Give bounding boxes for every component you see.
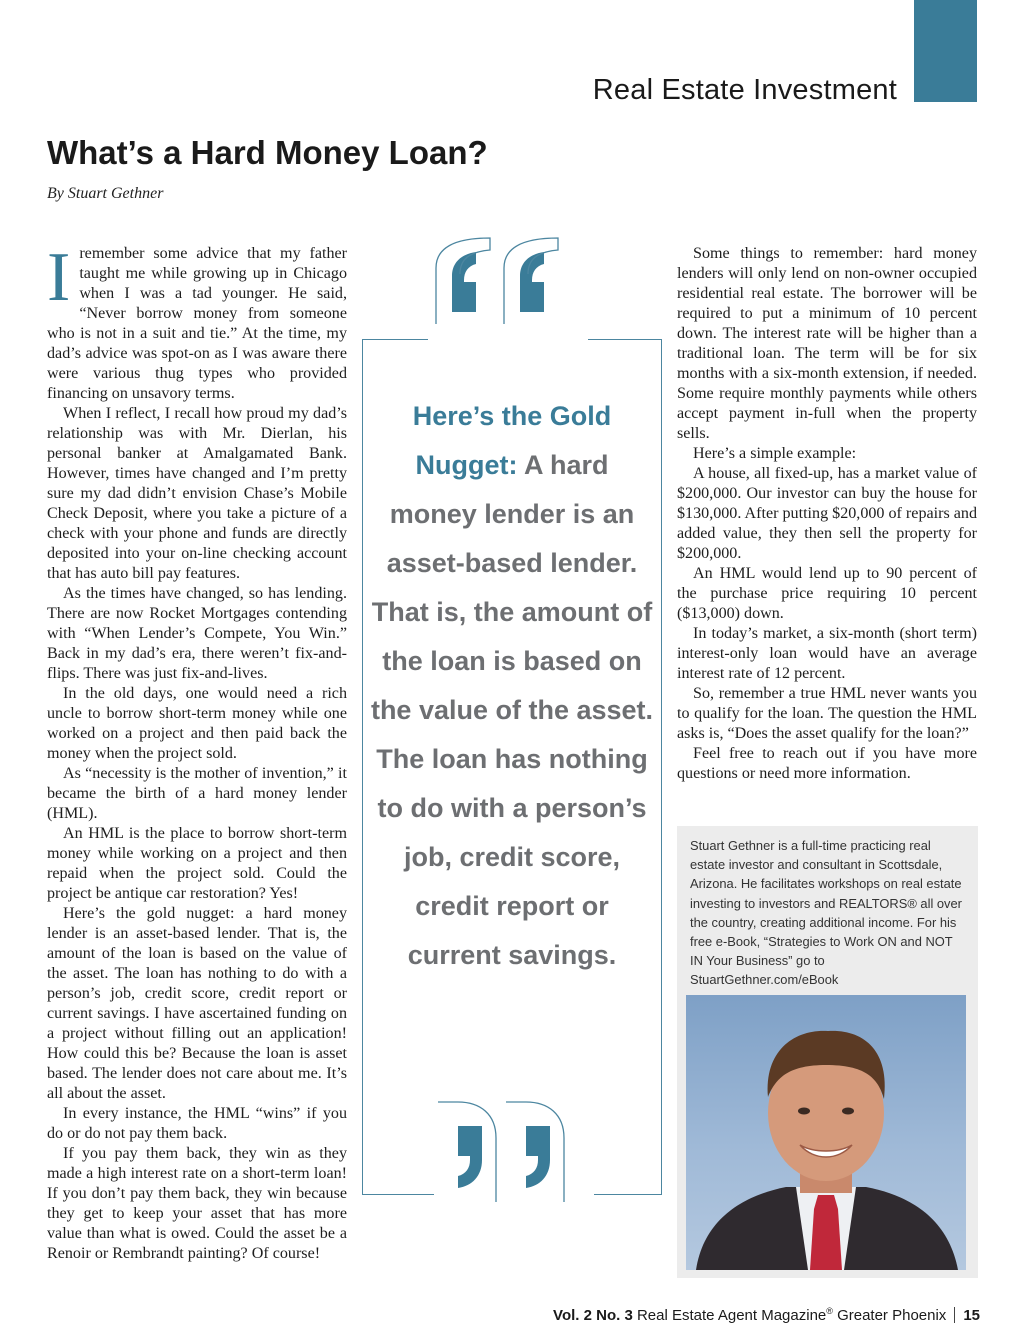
paragraph: An HML is the place to borrow short-term money while working on a project and then repaid when the project sold. Could the project be antique car restoration? Yes! (47, 825, 347, 902)
close-quote-icon (434, 1098, 594, 1208)
page-footer (553, 1306, 980, 1324)
paragraph: Here’s the gold nugget: a hard money lender is an asset-based lender. That is, the amount of the loan is based on the value of the asset. The loan has nothing to do with a person’s job, credit score, credit report or current savings. I have ascertained funding on a project without filling out an application! How could this be? Because the loan is asset based. The lender does not care about me. It’s all about the asset. (47, 905, 347, 1102)
section-title: Real Estate Investment (592, 74, 897, 106)
paragraph: I remember some advice that my father taught me while growing up in Chicago when I was a tad younger. He said, “Never borrow money from someone who is not in a suit and tie.” At the time, my dad’s advice was spot-on as I was aware there were various thug types who provided financing on unsavory terms. (47, 239, 347, 402)
author-photo (686, 995, 966, 1270)
paragraph: Here’s a simple example: (693, 445, 857, 462)
paragraph: When I reflect, I recall how proud my dad’s relationship was with Mr. Dierlan, his personal banker at Amalgamated Bank. However, times have changed and I’m pretty sure my dad didn’t envision Chase’s Mobile Check Deposit, where you take a picture of a check with your phone and funds are directly deposited into your on-line checking account that has auto bill pay features. (47, 405, 347, 582)
footer-divider (954, 1307, 955, 1323)
article-column-left (47, 239, 347, 1264)
open-quote-icon (428, 234, 588, 344)
footer-magazine: Real Estate Agent Magazine (636, 1307, 827, 1324)
article-headline: What’s a Hard Money Loan? (47, 134, 488, 171)
page-number: 15 (963, 1307, 980, 1324)
article-column-right (677, 244, 977, 784)
article-byline: By Stuart Gethner (47, 185, 164, 202)
paragraph: Feel free to reach out if you have more questions or need more information. (677, 745, 977, 782)
paragraph: Some things to remember: hard money lenders will only lend on non-owner occupied residential real estate. The borrower will be required to put a minimum of 10 percent down. The interest rate will be higher than a traditional loan. The term will be for six months with a six-month extension, if needed. Some require monthly payments while others accept payment in-full when the property sells. (677, 245, 977, 442)
paragraph: As “necessity is the mother of invention,” it became the birth of a hard money lender (HML). (47, 765, 347, 822)
paragraph: A house, all fixed-up, has a market value of $200,000. Our investor can buy the house for $130,000. After putting $20,000 of repairs and added value, they then sell the property for $200,000. (677, 465, 977, 562)
paragraph: If you pay them back, they win as they made a high interest rate on a short-term loan! If you don’t pay them back, they win because they get to keep your asset that has more value than what is owed. Could the asset be a Renoir or Rembrandt painting? Of course! (47, 1145, 347, 1262)
author-bio-text: Stuart Gethner is a full-time practicing real estate investor and consultant in Scottsdale, Arizona. He facilitates workshops on real estate investing to investors and REALTORS® all over the country, creating additional income. For his free e-Book, “Strategies to Work ON and NOT IN Your Business” go to StuartGethner.com/eBook (690, 838, 962, 988)
header-color-block (914, 0, 977, 102)
paragraph: An HML would lend up to 90 percent of the purchase price requiring 10 percent ($13,000) down. (677, 565, 977, 622)
footer-registered-mark: ® (826, 1306, 833, 1316)
paragraph: So, remember a true HML never wants you to qualify for the loan. The question the HML asks is, “Does the asset qualify for the loan?” (677, 685, 977, 742)
paragraph: As the times have changed, so has lending. There are now Rocket Mortgages contending with “When Lender’s Compete, You Win.” Back in my dad’s era, there weren’t fix-and-flips. There was just fix-and-lives. (47, 585, 347, 682)
paragraph: In the old days, one would need a rich uncle to borrow short-term money while one worked on a project and then paid back the money when the project sold. (47, 685, 347, 762)
paragraph: In today’s market, a six-month (short term) interest-only loan would have an average interest rate of 12 percent. (677, 625, 977, 682)
footer-region: Greater Phoenix (837, 1307, 947, 1324)
drop-cap: I (47, 239, 71, 316)
footer-volume: Vol. 2 No. 3 (553, 1307, 633, 1324)
paragraph: In every instance, the HML “wins” if you do or do not pay them back. (47, 1105, 347, 1142)
pull-quote-text: Here’s the Gold Nugget: A hard money lender is an asset-based lender. That is, the amount of the loan is based on the value of the asset. The loan has nothing to do with a person’s job, credit score, credit report or current savings. (370, 401, 654, 970)
